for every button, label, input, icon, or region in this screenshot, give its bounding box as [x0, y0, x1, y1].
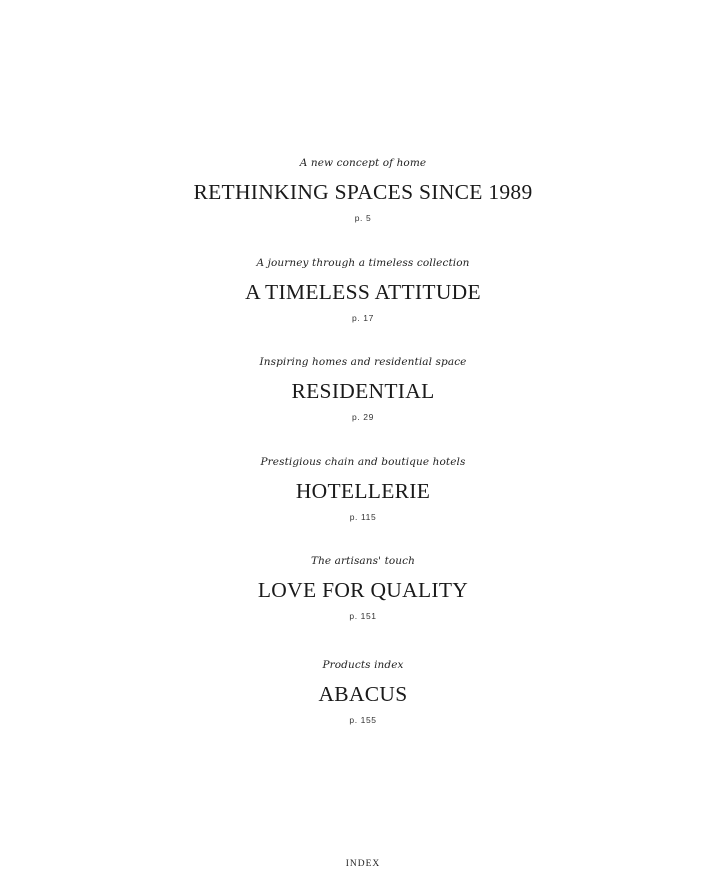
toc-entry[interactable] — [0, 658, 726, 725]
section-subtitle: A new concept of home — [299, 157, 427, 169]
section-title[interactable]: A TIMELESS ATTITUDE — [245, 280, 481, 304]
toc-entry[interactable] — [0, 455, 726, 522]
toc-entry[interactable] — [0, 355, 726, 422]
toc-entry[interactable] — [0, 554, 726, 621]
section-title[interactable]: HOTELLERIE — [295, 479, 431, 503]
toc-entry[interactable] — [0, 156, 726, 223]
section-title[interactable]: ABACUS — [318, 682, 408, 706]
page-number: p. 115 — [349, 512, 377, 522]
page-footer-label: INDEX — [345, 859, 381, 869]
page-number: p. 17 — [352, 313, 374, 323]
toc-entry[interactable] — [0, 256, 726, 323]
section-subtitle: Prestigious chain and boutique hotels — [260, 456, 466, 468]
page-number: p. 151 — [349, 611, 377, 621]
page-number: p. 155 — [349, 715, 377, 725]
page-number: p. 5 — [354, 213, 372, 223]
section-subtitle: A journey through a timeless collection — [256, 257, 470, 269]
section-title[interactable]: RETHINKING SPACES SINCE 1989 — [193, 180, 533, 204]
page-number: p. 29 — [352, 412, 374, 422]
section-title[interactable]: LOVE FOR QUALITY — [257, 578, 469, 602]
section-subtitle: The artisans' touch — [310, 555, 416, 567]
section-subtitle: Inspiring homes and residential space — [259, 356, 467, 368]
section-title[interactable]: RESIDENTIAL — [291, 379, 435, 403]
section-subtitle: Products index — [322, 659, 404, 671]
